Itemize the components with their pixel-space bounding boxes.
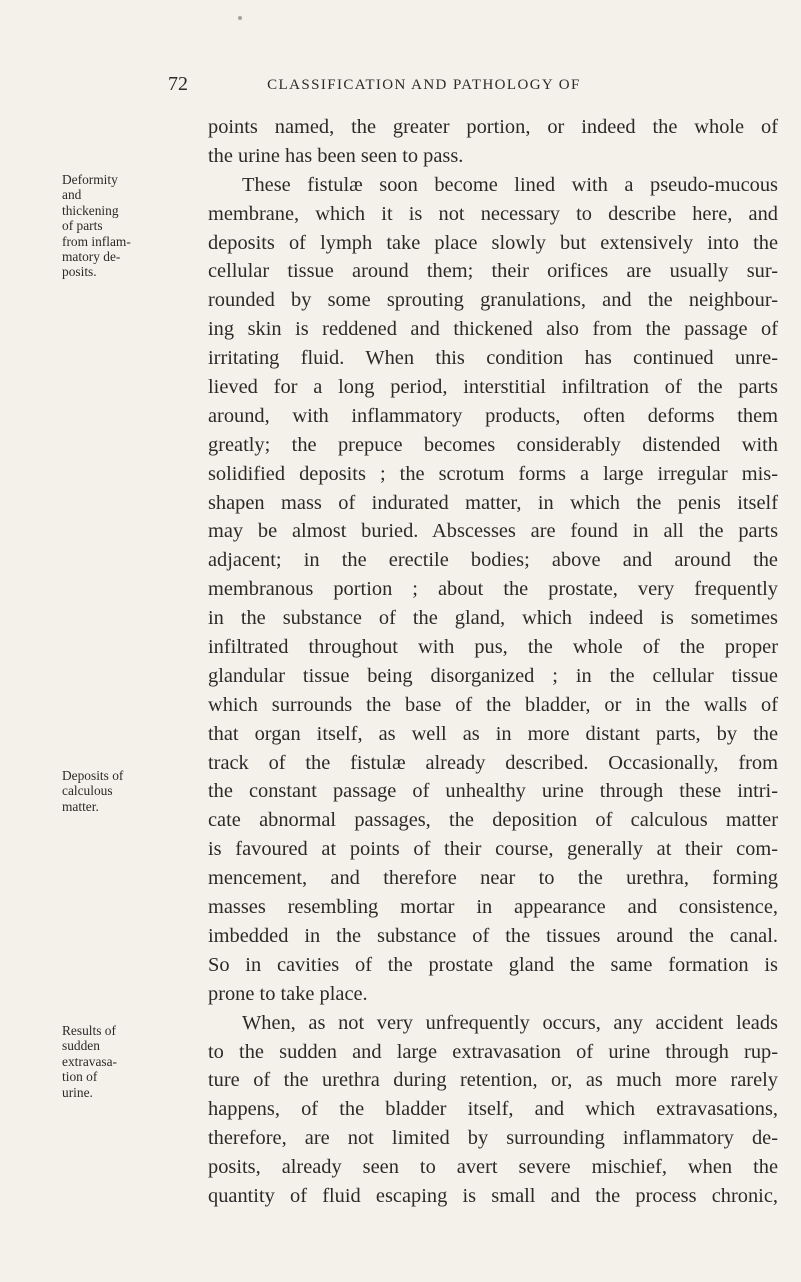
side-note-line: Results of: [62, 1023, 116, 1038]
text-line: points named, the greater portion, or indeed the whole of: [208, 116, 778, 138]
text-line: quantity of fluid escaping is small and the process chronic,: [208, 1184, 778, 1207]
body-text: [208, 113, 778, 1211]
page-number: 72: [168, 73, 188, 95]
side-note-line: thickening: [62, 202, 119, 218]
text-line: posits, already seen to avert severe mischief, when the: [208, 1156, 778, 1179]
text-line: imbedded in the substance of the tissues around the canal.: [208, 924, 778, 947]
side-note-calculous: [62, 768, 172, 814]
side-note-line: matory de-: [62, 249, 121, 265]
text-line: solidified deposits ; the scrotum forms a large irregular mis-: [208, 462, 778, 485]
text-line: So in cavities of the prostate gland the same formation is: [208, 953, 778, 976]
side-note-line: urine.: [62, 1084, 93, 1100]
text-line: is favoured at points of their course, generally at their com-: [208, 838, 778, 861]
text-line: rounded by some sprouting granulations, and the neighbour-: [208, 289, 778, 312]
text-line: When, as not very unfrequently occurs, any accident leads: [242, 1011, 778, 1034]
text-line: deposits of lymph take place slowly but extensively into the: [208, 231, 778, 254]
text-line: in the substance of the gland, which indeed is sometimes: [208, 607, 778, 630]
text-line: These fistulæ soon become lined with a pseudo-mucous: [242, 173, 778, 196]
side-note-line: extravasa-: [62, 1053, 118, 1069]
side-note-extravasation: [62, 1023, 172, 1100]
side-note-line: from inflam-: [62, 233, 131, 249]
text-line: adjacent; in the erectile bodies; above and around the: [208, 549, 778, 572]
text-line: ture of the urethra during retention, or, as much more rarely: [208, 1069, 778, 1092]
side-note-deformity: [62, 172, 172, 280]
text-line: therefore, are not limited by surrounding inflammatory de-: [208, 1127, 778, 1150]
text-line: infiltrated throughout with pus, the whole of the proper: [208, 636, 778, 659]
running-header: [168, 72, 728, 95]
text-line: which surrounds the base of the bladder, or in the walls of: [208, 693, 778, 716]
text-line: may be almost buried. Abscesses are found in all the parts: [208, 520, 778, 543]
text-line: glandular tissue being disorganized ; in the cellular tissue: [208, 664, 778, 687]
text-line: cate abnormal passages, the deposition of calculous matter: [208, 809, 778, 832]
side-note-line: of parts: [62, 218, 103, 234]
text-line: ing skin is reddened and thickened also from the passage of: [208, 318, 778, 341]
text-line: membranous portion ; about the prostate, very frequently: [208, 578, 778, 601]
side-note-line: sudden: [62, 1038, 100, 1054]
side-note-line: posits.: [62, 264, 97, 280]
text-line: lieved for a long period, interstitial infiltration of the parts: [208, 376, 778, 399]
side-note-line: Deformity: [62, 172, 118, 187]
text-line: cellular tissue around them; their orifices are usually sur-: [208, 260, 778, 283]
side-note-line: tion of: [62, 1069, 98, 1085]
text-line: around, with inflammatory products, often deforms them: [208, 404, 778, 427]
text-line: happens, of the bladder itself, and which extravasations,: [208, 1098, 778, 1121]
side-note-line: and: [62, 187, 82, 203]
side-note-line: calculous: [62, 783, 113, 799]
paper-speck: [238, 16, 242, 20]
side-note-line: Deposits of: [62, 768, 124, 783]
text-line: mencement, and therefore near to the urethra, forming: [208, 867, 778, 890]
text-line: the constant passage of unhealthy urine through these intri-: [208, 780, 778, 803]
text-line: the urine has been seen to pass.: [208, 144, 464, 167]
text-line: prone to take place.: [208, 982, 368, 1005]
running-title: CLASSIFICATION AND PATHOLOGY OF: [267, 77, 581, 93]
text-line: that organ itself, as well as in more distant parts, by the: [208, 722, 778, 745]
text-line: irritating fluid. When this condition has continued unre-: [208, 347, 778, 370]
text-line: track of the fistulæ already described. Occasionally, from: [208, 751, 778, 774]
text-line: greatly; the prepuce becomes considerably distended with: [208, 433, 778, 456]
text-line: to the sudden and large extravasation of urine through rup-: [208, 1040, 778, 1063]
text-line: masses resembling mortar in appearance and consistence,: [208, 896, 778, 919]
side-note-line: matter.: [62, 798, 99, 814]
text-line: membrane, which it is not necessary to describe here, and: [208, 202, 778, 225]
text-line: shapen mass of indurated matter, in which the penis itself: [208, 491, 778, 514]
